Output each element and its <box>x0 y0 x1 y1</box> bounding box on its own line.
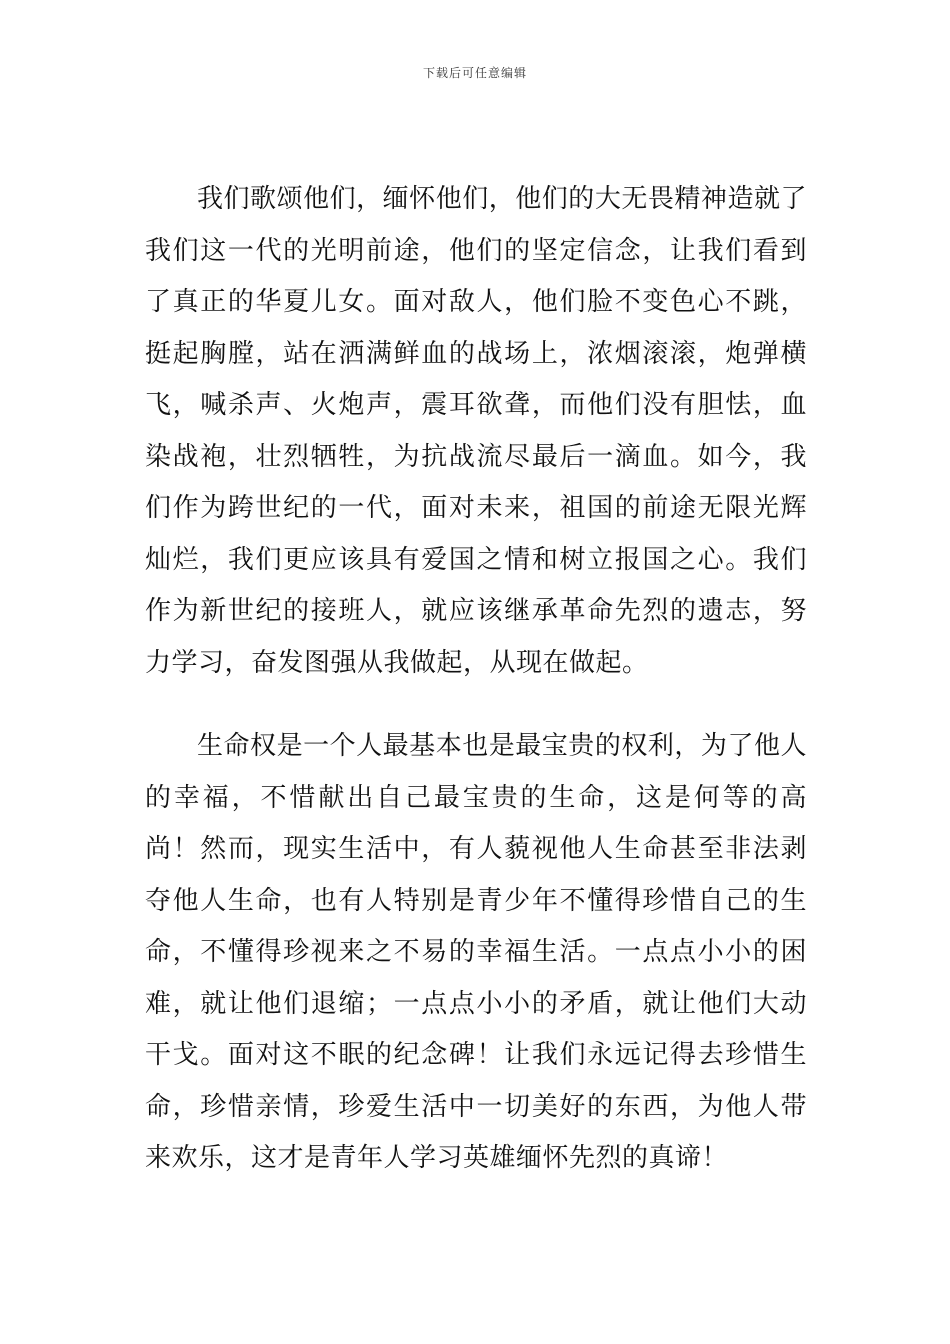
download-note: 下载后可任意编辑 <box>422 66 527 80</box>
paragraph-2: 生命权是一个人最基本也是最宝贵的权利，为了他人的幸福，不惜献出自己最宝贵的生命，这是何等的高尚！然而，现实生活中，有人藐视他人生命甚至非法剥夺他人生命，也有人特别是青少年不懂得珍惜自己的生命，不懂得珍视来之不易的幸福生活。一点点小小的困难，就让他们退缩；一点点小小的矛盾，就让他们大动干戈。面对这不眠的纪念碑！让我们永远记得去珍惜生命，珍惜亲情，珍爱生活中一切美好的东西，为他人带来欢乐，这才是青年人学习英雄缅怀先烈的真谛！ <box>145 731 807 1173</box>
paragraph-1: 我们歌颂他们，缅怀他们，他们的大无畏精神造就了我们这一代的光明前途，他们的坚定信念，让我们看到了真正的华夏儿女。面对敌人，他们脸不变色心不跳，挺起胸膛，站在洒满鲜血的战场上，浓烟滚滚，炮弹横飞，喊杀声、火炮声，震耳欲聋，而他们没有胆怯，血染战袍，壮烈牺牲，为抗战流尽最后一滴血。如今，我们作为跨世纪的一代，面对未来，祖国的前途无限光辉灿烂，我们更应该具有爱国之情和树立报国之心。我们作为新世纪的接班人，就应该继承革命先烈的遗志，努力学习，奋发图强从我做起，从现在做起。 <box>145 184 807 678</box>
